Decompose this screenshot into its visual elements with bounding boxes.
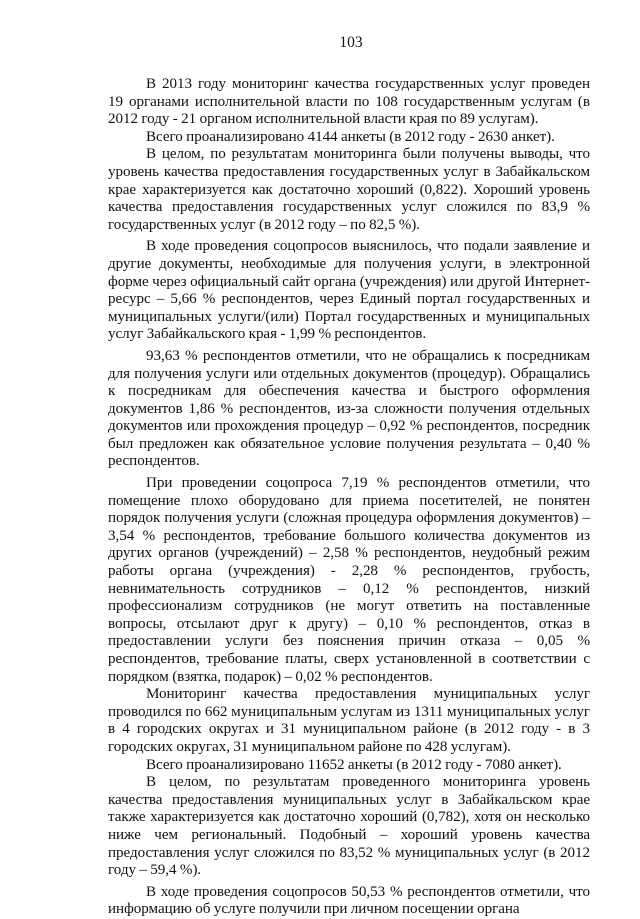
paragraph-information-sources: В ходе проведения соцопросов 50,53 % респондентов отметили, что информацию об услуге получили при личном посещении органа [108,883,590,918]
page-number: 103 [339,34,363,51]
paragraph-municipal-questionnaires: Всего проанализировано 11652 анкеты (в 2012 году - 7080 анкет). [146,756,562,773]
paragraph-municipal-quality-level: В целом, по результатам проведенного мониторинга уровень качества предоставления муниципальных услуг в Забайкальском крае также характеризуется как достаточно хороший (0,782), хотя он несколько ниже чем региональный. Подобный – хороший уровень качества предоставления услуг сложился по 83,52 % муниципальных услуг (в 2012 году – 59,4 %). [108,774,590,879]
paragraph-survey-complaints: При проведении соцопроса 7,19 % респондентов отметили, что помещение плохо оборудовано для приема посетителей, не понятен порядок получения услуги (сложная процедура оформления документов) – 3,54 % респондентов, требование большого количества документов из других органов (учреждений) – 2,58 % респондентов, неудобный режим работы органа (учреждения) - 2,28 % респондентов, грубость, невнимательность сотрудников – 0,12 % респондентов, низкий профессионализм сотрудников (не могут ответить на поставленные вопросы, отсылают друг к другу) – 0,10 % респондентов, отказ в предоставлении услуги без пояснения причин отказа – 0,05 % респондентов, требование платы, сверх установленной в соответствии с порядком (взятка, подарок) – 0,02 % респондентов. [108,475,590,685]
paragraph-state-questionnaires: Всего проанализировано 4144 анкеты (в 2012 году - 2630 анкет). [146,128,555,145]
paragraph-municipal-monitoring: Мониторинг качества предоставления муниципальных услуг проводился по 662 муниципальным услугам из 1311 муниципальных услуг в 4 городских округах и 31 муниципальном районе (в 2012 году - в 3 городских округах, 31 муниципальном районе по 428 услугам). [108,686,590,755]
paragraph-state-monitoring: В 2013 году мониторинг качества государственных услуг проведен 19 органами исполнительной власти по 108 государственным услугам (в 2012 году - 21 органом исполнительной власти края по 89 услугам). [108,76,590,128]
paragraph-electronic-submission: В ходе проведения соцопросов выяснилось, что подали заявление и другие документы, необходимые для получения услуги, в электронной форме через официальный сайт органа (учреждения) или другой Интернет-ресурс – 5,66 % респондентов, через Единый портал государственных и муниципальных услуги/(или) Портал государственных и муниципальных услуг Забайкальского края - 1,99 % респондентов. [108,238,590,343]
paragraph-intermediaries: 93,63 % респондентов отметили, что не обращались к посредникам для получения услуги или отдельных документов (процедур). Обращались к посредникам для обеспечения качества и быстрого оформления документов 1,86 % респондентов, из-за сложности получения отдельных документов или прохождения процедур – 0,92 % респондентов, посредник был предложен как обязательное условие получения результата – 0,40 % респондентов. [108,347,590,470]
document-page [108,34,590,919]
paragraph-state-quality-level: В целом, по результатам мониторинга были получены выводы, что уровень качества предоставления государственных услуг в Забайкальском крае характеризуется как достаточно хороший (0,822). Хороший уровень качества предоставления государственных услуг сложился по 83,9 % государственных услуг (в 2012 году – по 82,5 %). [108,146,590,233]
